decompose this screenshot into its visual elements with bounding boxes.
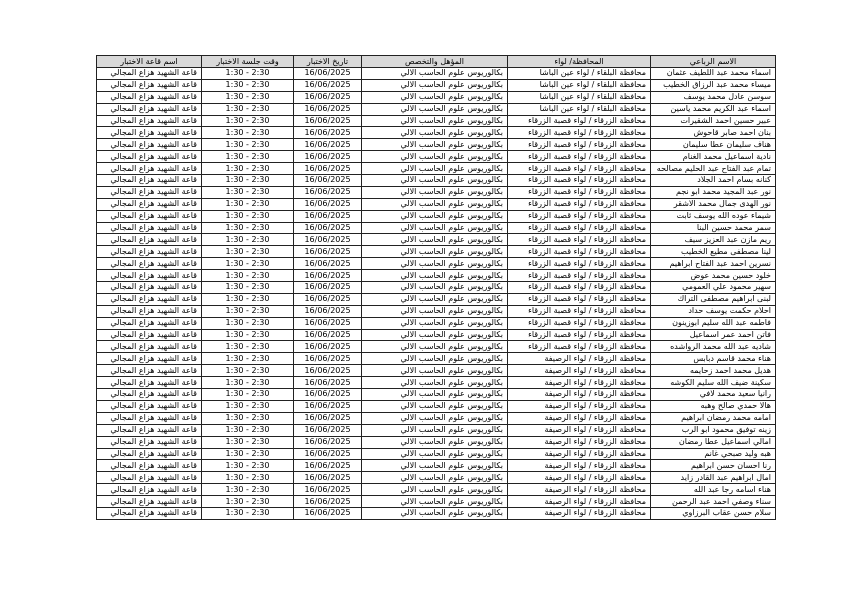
table-row (97, 210, 776, 222)
cell-hall: قاعة الشهيد هزاع المجالي (97, 377, 202, 389)
cell-hall: قاعة الشهيد هزاع المجالي (97, 507, 202, 519)
cell-governorate: محافظة الزرقاء / لواء الرصيفة (508, 389, 651, 401)
cell-name: سناء وصفي احمد عبد الرحمن (651, 496, 776, 508)
table-row (97, 258, 776, 270)
cell-governorate: محافظة الزرقاء / لواء الرصيفة (508, 353, 651, 365)
cell-qualification: بكالوريوس علوم الحاسب الالي (362, 210, 508, 222)
cell-session-time: 1:30 - 2:30 (202, 448, 294, 460)
cell-session-time: 1:30 - 2:30 (202, 210, 294, 222)
cell-name: امامه محمد رمضان ابراهيم (651, 412, 776, 424)
table-header-row (97, 56, 776, 68)
cell-governorate: محافظة الزرقاء / لواء الرصيفة (508, 365, 651, 377)
table-row (97, 484, 776, 496)
table-row (97, 424, 776, 436)
cell-name: سكينة ضيف الله سليم الكوشه (651, 377, 776, 389)
cell-hall: قاعة الشهيد هزاع المجالي (97, 341, 202, 353)
cell-exam-date: 16/06/2025 (294, 317, 362, 329)
cell-governorate: محافظة الزرقاء / لواء قصبة الزرقاء (508, 258, 651, 270)
cell-name: سوسن عادل محمد يوسف (651, 91, 776, 103)
cell-governorate: محافظة الزرقاء / لواء الرصيفة (508, 412, 651, 424)
cell-exam-date: 16/06/2025 (294, 460, 362, 472)
table-row (97, 377, 776, 389)
cell-governorate: محافظة الزرقاء / لواء قصبة الزرقاء (508, 329, 651, 341)
cell-hall: قاعة الشهيد هزاع المجالي (97, 222, 202, 234)
exam-schedule-sheet (96, 55, 775, 520)
table-row (97, 127, 776, 139)
cell-exam-date: 16/06/2025 (294, 210, 362, 222)
cell-name: هناف سليمان عطا سليمان (651, 139, 776, 151)
cell-governorate: محافظة الزرقاء / لواء قصبة الزرقاء (508, 175, 651, 187)
cell-governorate: محافظة الزرقاء / لواء قصبة الزرقاء (508, 246, 651, 258)
table-row (97, 282, 776, 294)
table-row (97, 436, 776, 448)
cell-qualification: بكالوريوس علوم الحاسب الالي (362, 293, 508, 305)
table-row (97, 448, 776, 460)
cell-governorate: محافظة البلقاء / لواء عين الباشا (508, 91, 651, 103)
cell-name: نادية اسماعيل محمد الغنام (651, 151, 776, 163)
cell-name: كنانه بسام احمد الجلاد (651, 175, 776, 187)
cell-name: هالا حمدي صالح وهبه (651, 400, 776, 412)
cell-qualification: بكالوريوس علوم الحاسب الالي (362, 400, 508, 412)
table-row (97, 460, 776, 472)
cell-governorate: محافظة الزرقاء / لواء قصبة الزرقاء (508, 293, 651, 305)
cell-qualification: بكالوريوس علوم الحاسب الالي (362, 198, 508, 210)
table-row (97, 186, 776, 198)
table-row (97, 400, 776, 412)
header-qualification: المؤهل والتخصص (362, 56, 508, 68)
cell-governorate: محافظة البلقاء / لواء عين الباشا (508, 103, 651, 115)
cell-qualification: بكالوريوس علوم الحاسب الالي (362, 79, 508, 91)
cell-qualification: بكالوريوس علوم الحاسب الالي (362, 412, 508, 424)
cell-hall: قاعة الشهيد هزاع المجالي (97, 163, 202, 175)
cell-name: احلام حكمت يوسف حداد (651, 305, 776, 317)
cell-session-time: 1:30 - 2:30 (202, 175, 294, 187)
cell-name: نور عبد المجيد محمد ابو نجم (651, 186, 776, 198)
cell-qualification: بكالوريوس علوم الحاسب الالي (362, 377, 508, 389)
cell-hall: قاعة الشهيد هزاع المجالي (97, 412, 202, 424)
cell-name: شيماء عوده الله يوسف ثابت (651, 210, 776, 222)
table-row (97, 234, 776, 246)
table-row (97, 246, 776, 258)
cell-name: سمر محمد حسين البنا (651, 222, 776, 234)
cell-hall: قاعة الشهيد هزاع المجالي (97, 400, 202, 412)
cell-qualification: بكالوريوس علوم الحاسب الالي (362, 175, 508, 187)
cell-hall: قاعة الشهيد هزاع المجالي (97, 68, 202, 80)
cell-hall: قاعة الشهيد هزاع المجالي (97, 424, 202, 436)
cell-hall: قاعة الشهيد هزاع المجالي (97, 293, 202, 305)
cell-hall: قاعة الشهيد هزاع المجالي (97, 365, 202, 377)
cell-hall: قاعة الشهيد هزاع المجالي (97, 317, 202, 329)
exam-schedule-table (96, 55, 776, 520)
table-row (97, 365, 776, 377)
cell-session-time: 1:30 - 2:30 (202, 496, 294, 508)
cell-exam-date: 16/06/2025 (294, 79, 362, 91)
cell-qualification: بكالوريوس علوم الحاسب الالي (362, 424, 508, 436)
cell-qualification: بكالوريوس علوم الحاسب الالي (362, 305, 508, 317)
cell-exam-date: 16/06/2025 (294, 175, 362, 187)
cell-governorate: محافظة الزرقاء / لواء قصبة الزرقاء (508, 234, 651, 246)
cell-hall: قاعة الشهيد هزاع المجالي (97, 246, 202, 258)
cell-name: فاتن احمد عمر اسماعيل (651, 329, 776, 341)
cell-session-time: 1:30 - 2:30 (202, 293, 294, 305)
cell-exam-date: 16/06/2025 (294, 103, 362, 115)
cell-session-time: 1:30 - 2:30 (202, 198, 294, 210)
cell-session-time: 1:30 - 2:30 (202, 222, 294, 234)
cell-hall: قاعة الشهيد هزاع المجالي (97, 103, 202, 115)
cell-governorate: محافظة الزرقاء / لواء قصبة الزرقاء (508, 210, 651, 222)
cell-hall: قاعة الشهيد هزاع المجالي (97, 210, 202, 222)
cell-qualification: بكالوريوس علوم الحاسب الالي (362, 507, 508, 519)
header-session-time: وقت جلسة الاختبار (202, 56, 294, 68)
cell-hall: قاعة الشهيد هزاع المجالي (97, 329, 202, 341)
cell-governorate: محافظة الزرقاء / لواء الرصيفة (508, 400, 651, 412)
cell-name: نسرين احمد عبد الفتاح ابراهيم (651, 258, 776, 270)
cell-hall: قاعة الشهيد هزاع المجالي (97, 151, 202, 163)
cell-name: ريم مازن عبد العزيز سيف (651, 234, 776, 246)
cell-hall: قاعة الشهيد هزاع المجالي (97, 270, 202, 282)
cell-name: رانيا سعيد محمد لافي (651, 389, 776, 401)
cell-governorate: محافظة الزرقاء / لواء قصبة الزرقاء (508, 222, 651, 234)
table-row (97, 293, 776, 305)
table-row (97, 151, 776, 163)
cell-hall: قاعة الشهيد هزاع المجالي (97, 496, 202, 508)
cell-exam-date: 16/06/2025 (294, 234, 362, 246)
cell-exam-date: 16/06/2025 (294, 115, 362, 127)
cell-name: امالي اسماعيل عطا رمضان (651, 436, 776, 448)
cell-exam-date: 16/06/2025 (294, 484, 362, 496)
table-row (97, 222, 776, 234)
cell-name: امال ابراهيم عبد القادر زايد (651, 472, 776, 484)
cell-qualification: بكالوريوس علوم الحاسب الالي (362, 341, 508, 353)
cell-qualification: بكالوريوس علوم الحاسب الالي (362, 353, 508, 365)
cell-exam-date: 16/06/2025 (294, 329, 362, 341)
cell-session-time: 1:30 - 2:30 (202, 186, 294, 198)
cell-qualification: بكالوريوس علوم الحاسب الالي (362, 460, 508, 472)
cell-exam-date: 16/06/2025 (294, 400, 362, 412)
cell-exam-date: 16/06/2025 (294, 270, 362, 282)
cell-exam-date: 16/06/2025 (294, 91, 362, 103)
cell-governorate: محافظة الزرقاء / لواء الرصيفة (508, 484, 651, 496)
table-row (97, 341, 776, 353)
cell-hall: قاعة الشهيد هزاع المجالي (97, 91, 202, 103)
cell-hall: قاعة الشهيد هزاع المجالي (97, 186, 202, 198)
cell-qualification: بكالوريوس علوم الحاسب الالي (362, 115, 508, 127)
cell-governorate: محافظة البلقاء / لواء عين الباشا (508, 68, 651, 80)
cell-name: اسماء محمد عبد اللطيف عثمان (651, 68, 776, 80)
cell-session-time: 1:30 - 2:30 (202, 365, 294, 377)
cell-exam-date: 16/06/2025 (294, 341, 362, 353)
table-row (97, 270, 776, 282)
cell-exam-date: 16/06/2025 (294, 365, 362, 377)
header-hall: اسم قاعة الاختبار (97, 56, 202, 68)
cell-exam-date: 16/06/2025 (294, 412, 362, 424)
cell-session-time: 1:30 - 2:30 (202, 91, 294, 103)
table-row (97, 198, 776, 210)
cell-qualification: بكالوريوس علوم الحاسب الالي (362, 365, 508, 377)
cell-governorate: محافظة الزرقاء / لواء قصبة الزرقاء (508, 282, 651, 294)
header-name: الاسم الرباعي (651, 56, 776, 68)
cell-exam-date: 16/06/2025 (294, 507, 362, 519)
cell-hall: قاعة الشهيد هزاع المجالي (97, 234, 202, 246)
cell-qualification: بكالوريوس علوم الحاسب الالي (362, 234, 508, 246)
cell-governorate: محافظة الزرقاء / لواء قصبة الزرقاء (508, 127, 651, 139)
cell-name: تمام عبد الفتاح عبد الحليم مصالحه (651, 163, 776, 175)
cell-hall: قاعة الشهيد هزاع المجالي (97, 436, 202, 448)
cell-name: نور الهدى جمال محمد الاشقر (651, 198, 776, 210)
cell-name: رنا احسان حسن ابراهيم (651, 460, 776, 472)
cell-session-time: 1:30 - 2:30 (202, 127, 294, 139)
cell-governorate: محافظة الزرقاء / لواء قصبة الزرقاء (508, 115, 651, 127)
table-row (97, 115, 776, 127)
cell-governorate: محافظة الزرقاء / لواء قصبة الزرقاء (508, 186, 651, 198)
cell-exam-date: 16/06/2025 (294, 163, 362, 175)
cell-session-time: 1:30 - 2:30 (202, 400, 294, 412)
cell-name: هبه وليد صبحي غانم (651, 448, 776, 460)
cell-governorate: محافظة البلقاء / لواء عين الباشا (508, 79, 651, 91)
cell-session-time: 1:30 - 2:30 (202, 234, 294, 246)
table-row (97, 68, 776, 80)
cell-session-time: 1:30 - 2:30 (202, 353, 294, 365)
cell-governorate: محافظة الزرقاء / لواء قصبة الزرقاء (508, 151, 651, 163)
cell-name: هناء اسامه رجا عبد الله (651, 484, 776, 496)
cell-governorate: محافظة الزرقاء / لواء قصبة الزرقاء (508, 270, 651, 282)
cell-qualification: بكالوريوس علوم الحاسب الالي (362, 127, 508, 139)
cell-hall: قاعة الشهيد هزاع المجالي (97, 127, 202, 139)
cell-governorate: محافظة الزرقاء / لواء الرصيفة (508, 460, 651, 472)
cell-hall: قاعة الشهيد هزاع المجالي (97, 282, 202, 294)
cell-governorate: محافظة الزرقاء / لواء قصبة الزرقاء (508, 317, 651, 329)
cell-qualification: بكالوريوس علوم الحاسب الالي (362, 103, 508, 115)
cell-qualification: بكالوريوس علوم الحاسب الالي (362, 258, 508, 270)
cell-governorate: محافظة الزرقاء / لواء الرصيفة (508, 448, 651, 460)
cell-exam-date: 16/06/2025 (294, 424, 362, 436)
cell-hall: قاعة الشهيد هزاع المجالي (97, 79, 202, 91)
cell-exam-date: 16/06/2025 (294, 448, 362, 460)
cell-exam-date: 16/06/2025 (294, 293, 362, 305)
cell-exam-date: 16/06/2025 (294, 353, 362, 365)
cell-exam-date: 16/06/2025 (294, 139, 362, 151)
cell-name: زينه توفيق محمود ابو الرب (651, 424, 776, 436)
cell-session-time: 1:30 - 2:30 (202, 246, 294, 258)
cell-qualification: بكالوريوس علوم الحاسب الالي (362, 186, 508, 198)
cell-name: هناء محمد قاسم دبابس (651, 353, 776, 365)
cell-hall: قاعة الشهيد هزاع المجالي (97, 353, 202, 365)
cell-name: ميساء محمد عبد الرزاق الخطيب (651, 79, 776, 91)
cell-name: عبير حسين احمد الشقيرات (651, 115, 776, 127)
header-governorate: المحافظة/ لواء (508, 56, 651, 68)
cell-qualification: بكالوريوس علوم الحاسب الالي (362, 436, 508, 448)
cell-qualification: بكالوريوس علوم الحاسب الالي (362, 389, 508, 401)
cell-hall: قاعة الشهيد هزاع المجالي (97, 460, 202, 472)
cell-session-time: 1:30 - 2:30 (202, 103, 294, 115)
cell-session-time: 1:30 - 2:30 (202, 305, 294, 317)
cell-governorate: محافظة الزرقاء / لواء قصبة الزرقاء (508, 341, 651, 353)
cell-hall: قاعة الشهيد هزاع المجالي (97, 389, 202, 401)
cell-exam-date: 16/06/2025 (294, 186, 362, 198)
cell-name: لبنى ابراهيم مصطفى التراك (651, 293, 776, 305)
table-row (97, 412, 776, 424)
cell-qualification: بكالوريوس علوم الحاسب الالي (362, 329, 508, 341)
cell-governorate: محافظة الزرقاء / لواء الرصيفة (508, 424, 651, 436)
cell-qualification: بكالوريوس علوم الحاسب الالي (362, 91, 508, 103)
cell-name: بنان احمد صابر قاحوش (651, 127, 776, 139)
cell-hall: قاعة الشهيد هزاع المجالي (97, 258, 202, 270)
cell-exam-date: 16/06/2025 (294, 305, 362, 317)
cell-session-time: 1:30 - 2:30 (202, 389, 294, 401)
cell-session-time: 1:30 - 2:30 (202, 139, 294, 151)
table-row (97, 175, 776, 187)
cell-exam-date: 16/06/2025 (294, 389, 362, 401)
table-body (97, 68, 776, 520)
cell-qualification: بكالوريوس علوم الحاسب الالي (362, 472, 508, 484)
table-row (97, 163, 776, 175)
cell-qualification: بكالوريوس علوم الحاسب الالي (362, 246, 508, 258)
cell-name: اسماء عبد الكريم محمد ياسين (651, 103, 776, 115)
cell-exam-date: 16/06/2025 (294, 151, 362, 163)
cell-qualification: بكالوريوس علوم الحاسب الالي (362, 163, 508, 175)
cell-session-time: 1:30 - 2:30 (202, 424, 294, 436)
cell-qualification: بكالوريوس علوم الحاسب الالي (362, 484, 508, 496)
cell-hall: قاعة الشهيد هزاع المجالي (97, 115, 202, 127)
cell-qualification: بكالوريوس علوم الحاسب الالي (362, 448, 508, 460)
cell-hall: قاعة الشهيد هزاع المجالي (97, 198, 202, 210)
cell-session-time: 1:30 - 2:30 (202, 317, 294, 329)
table-row (97, 103, 776, 115)
cell-qualification: بكالوريوس علوم الحاسب الالي (362, 270, 508, 282)
cell-session-time: 1:30 - 2:30 (202, 507, 294, 519)
cell-exam-date: 16/06/2025 (294, 68, 362, 80)
cell-exam-date: 16/06/2025 (294, 472, 362, 484)
cell-name: لينا مصطفى مطيع الخطيب (651, 246, 776, 258)
cell-governorate: محافظة الزرقاء / لواء الرصيفة (508, 472, 651, 484)
cell-qualification: بكالوريوس علوم الحاسب الالي (362, 496, 508, 508)
cell-session-time: 1:30 - 2:30 (202, 329, 294, 341)
table-row (97, 317, 776, 329)
cell-hall: قاعة الشهيد هزاع المجالي (97, 472, 202, 484)
cell-hall: قاعة الشهيد هزاع المجالي (97, 448, 202, 460)
cell-qualification: بكالوريوس علوم الحاسب الالي (362, 68, 508, 80)
cell-name: خلود حسين محمد عوض (651, 270, 776, 282)
cell-qualification: بكالوريوس علوم الحاسب الالي (362, 139, 508, 151)
table-row (97, 91, 776, 103)
table-row (97, 472, 776, 484)
cell-session-time: 1:30 - 2:30 (202, 270, 294, 282)
cell-governorate: محافظة الزرقاء / لواء الرصيفة (508, 496, 651, 508)
cell-governorate: محافظة الزرقاء / لواء قصبة الزرقاء (508, 139, 651, 151)
cell-hall: قاعة الشهيد هزاع المجالي (97, 175, 202, 187)
cell-hall: قاعة الشهيد هزاع المجالي (97, 305, 202, 317)
cell-session-time: 1:30 - 2:30 (202, 341, 294, 353)
cell-exam-date: 16/06/2025 (294, 198, 362, 210)
cell-session-time: 1:30 - 2:30 (202, 68, 294, 80)
cell-qualification: بكالوريوس علوم الحاسب الالي (362, 151, 508, 163)
table-row (97, 305, 776, 317)
cell-qualification: بكالوريوس علوم الحاسب الالي (362, 222, 508, 234)
cell-governorate: محافظة الزرقاء / لواء الرصيفة (508, 377, 651, 389)
cell-name: فاطمه عبد الله سليم ابوزينون (651, 317, 776, 329)
cell-session-time: 1:30 - 2:30 (202, 115, 294, 127)
cell-session-time: 1:30 - 2:30 (202, 412, 294, 424)
cell-name: هديل محمد احمد زحايمه (651, 365, 776, 377)
cell-governorate: محافظة الزرقاء / لواء قصبة الزرقاء (508, 163, 651, 175)
table-row (97, 507, 776, 519)
cell-exam-date: 16/06/2025 (294, 127, 362, 139)
cell-name: شاديه عبد الله محمد الرواشده (651, 341, 776, 353)
cell-session-time: 1:30 - 2:30 (202, 377, 294, 389)
cell-name: سلام حسن عقاب البرزاوي (651, 507, 776, 519)
cell-qualification: بكالوريوس علوم الحاسب الالي (362, 282, 508, 294)
cell-exam-date: 16/06/2025 (294, 246, 362, 258)
cell-session-time: 1:30 - 2:30 (202, 472, 294, 484)
cell-exam-date: 16/06/2025 (294, 436, 362, 448)
cell-hall: قاعة الشهيد هزاع المجالي (97, 484, 202, 496)
cell-session-time: 1:30 - 2:30 (202, 163, 294, 175)
header-exam-date: تاريخ الاختبار (294, 56, 362, 68)
cell-session-time: 1:30 - 2:30 (202, 484, 294, 496)
table-row (97, 79, 776, 91)
cell-session-time: 1:30 - 2:30 (202, 151, 294, 163)
cell-governorate: محافظة الزرقاء / لواء الرصيفة (508, 507, 651, 519)
cell-session-time: 1:30 - 2:30 (202, 436, 294, 448)
table-row (97, 389, 776, 401)
cell-exam-date: 16/06/2025 (294, 258, 362, 270)
table-row (97, 329, 776, 341)
cell-qualification: بكالوريوس علوم الحاسب الالي (362, 317, 508, 329)
cell-name: سهير محمود علي العمومي (651, 282, 776, 294)
cell-governorate: محافظة الزرقاء / لواء الرصيفة (508, 436, 651, 448)
cell-governorate: محافظة الزرقاء / لواء قصبة الزرقاء (508, 305, 651, 317)
table-row (97, 139, 776, 151)
cell-session-time: 1:30 - 2:30 (202, 282, 294, 294)
cell-exam-date: 16/06/2025 (294, 496, 362, 508)
cell-hall: قاعة الشهيد هزاع المجالي (97, 139, 202, 151)
cell-exam-date: 16/06/2025 (294, 377, 362, 389)
cell-session-time: 1:30 - 2:30 (202, 79, 294, 91)
table-row (97, 496, 776, 508)
table-row (97, 353, 776, 365)
cell-session-time: 1:30 - 2:30 (202, 460, 294, 472)
cell-exam-date: 16/06/2025 (294, 222, 362, 234)
cell-exam-date: 16/06/2025 (294, 282, 362, 294)
cell-session-time: 1:30 - 2:30 (202, 258, 294, 270)
cell-governorate: محافظة الزرقاء / لواء قصبة الزرقاء (508, 198, 651, 210)
